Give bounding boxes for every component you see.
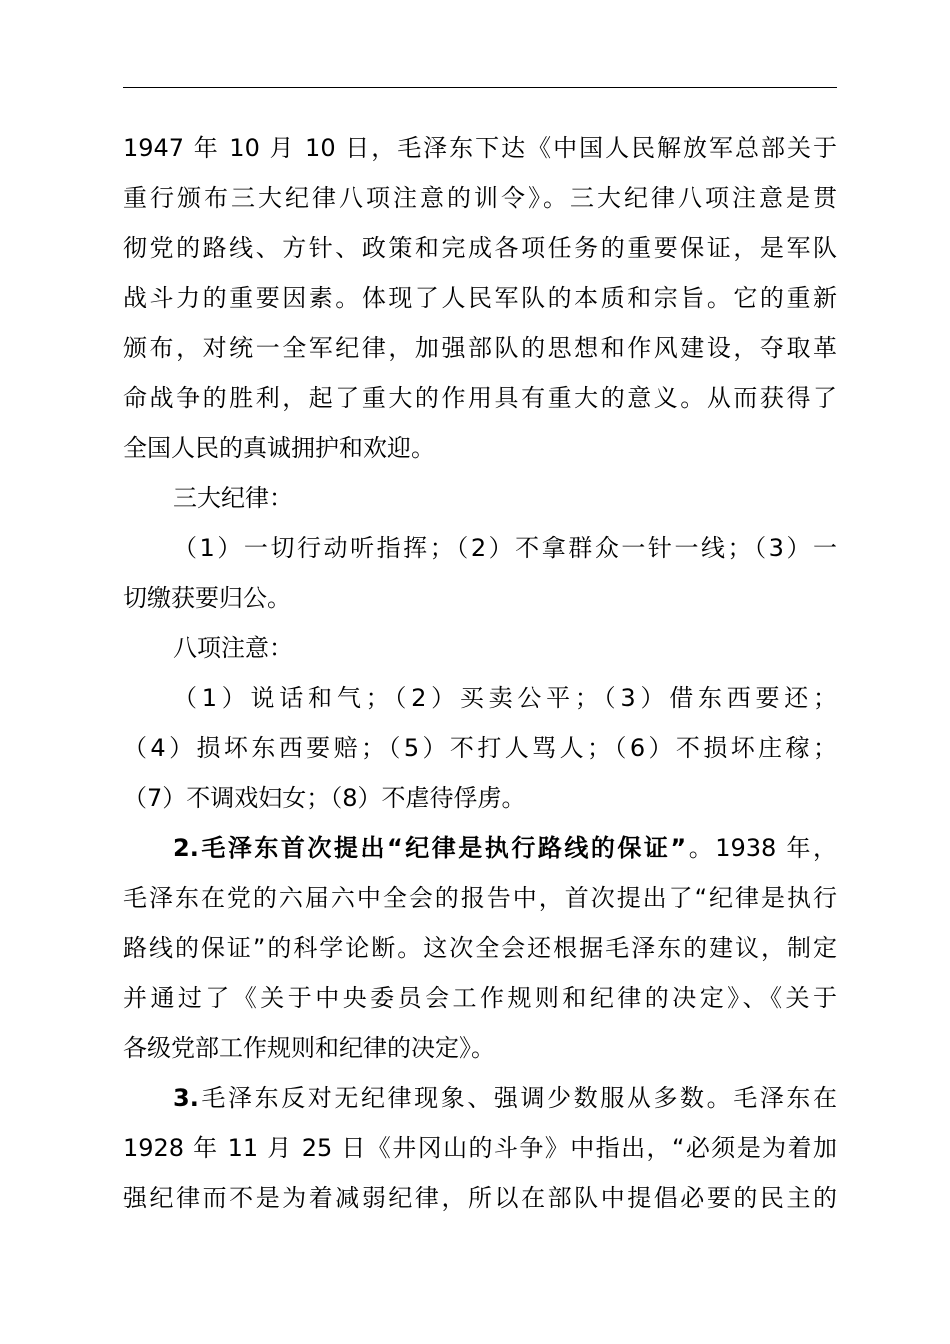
- section-label-three-disciplines: 三大纪律：: [173, 484, 293, 512]
- text-line: 切缴获要归公。: [123, 584, 291, 612]
- text-line: （7）不调戏妇女；（8）不虐待俘虏。: [123, 784, 526, 812]
- text-line: （1）说话和气；（2）买卖公平；（3）借东西要还；: [173, 684, 837, 712]
- text-line: 颁布，对统一全军纪律，加强部队的思想和作风建设，夺取革: [123, 334, 837, 362]
- section-2-first-line: [173, 832, 837, 864]
- section-2-heading: 2.毛泽东首次提出“纪律是执行路线的保证”: [173, 834, 687, 862]
- text-line: 各级党部工作规则和纪律的决定》。: [123, 1034, 495, 1062]
- text-line: 重行颁布三大纪律八项注意的训令》。三大纪律八项注意是贯: [123, 184, 837, 212]
- text-line: 战斗力的重要因素。体现了人民军队的本质和宗旨。它的重新: [123, 284, 837, 312]
- section-3-heading: 3.: [173, 1084, 199, 1112]
- text-line: 强纪律而不是为着减弱纪律，所以在部队中提倡必要的民主的: [123, 1184, 837, 1212]
- text-line: 1947 年 10 月 10 日，毛泽东下达《中国人民解放军总部关于: [123, 134, 837, 162]
- text-line: 全国人民的真诚拥护和欢迎。: [123, 434, 435, 462]
- text-line: 1928 年 11 月 25 日《井冈山的斗争》中指出，“必须是为着加: [123, 1134, 837, 1162]
- section-3-first-line: [173, 1082, 837, 1114]
- text-line: 命战争的胜利，起了重大的作用具有重大的意义。从而获得了: [123, 384, 837, 412]
- section-label-eight-points: 八项注意：: [173, 634, 293, 662]
- text-line: （1）一切行动听指挥；（2）不拿群众一针一线；（3）一: [173, 534, 837, 562]
- text-line: 并通过了《关于中央委员会工作规则和纪律的决定》、《关于: [123, 984, 837, 1012]
- text-span: 毛泽东反对无纪律现象、强调少数服从多数。毛泽东在: [198, 1084, 837, 1112]
- text-span: 。1938 年，: [686, 834, 837, 862]
- header-rule: [123, 87, 837, 88]
- text-line: 路线的保证”的科学论断。这次全会还根据毛泽东的建议，制定: [123, 934, 837, 962]
- text-line: 毛泽东在党的六届六中全会的报告中，首次提出了“纪律是执行: [123, 884, 837, 912]
- text-line: （4）损坏东西要赔；（5）不打人骂人；（6）不损坏庄稼；: [123, 734, 837, 762]
- text-line: 彻党的路线、方针、政策和完成各项任务的重要保证，是军队: [123, 234, 837, 262]
